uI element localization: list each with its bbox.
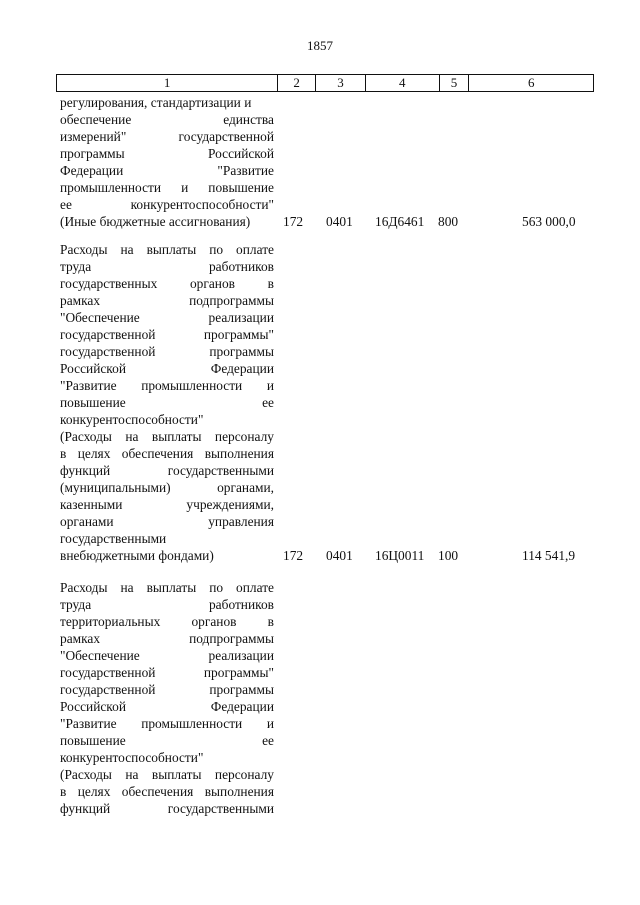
description-line: конкурентоспособности"	[60, 412, 204, 427]
cell-col4: 16Ц0011	[375, 548, 425, 563]
description-line: "Обеспечение реализации	[60, 310, 274, 325]
cell-col6: 563 000,0	[522, 214, 576, 229]
description-line: Федерации "Развитие	[60, 163, 274, 178]
description-line: внебюджетными фондами)	[60, 548, 214, 563]
description-line: казенными учреждениями,	[60, 497, 274, 512]
description-line: труда работников	[60, 597, 274, 612]
description-line: "Обеспечение реализации	[60, 648, 274, 663]
cell-col5: 100	[438, 548, 459, 563]
description-line: рамках подпрограммы	[60, 631, 274, 646]
cell-col3: 0401	[326, 214, 353, 229]
page-number: 1857	[307, 38, 333, 53]
description-line: государственной программы"	[60, 327, 274, 342]
cell-col2: 172	[283, 214, 304, 229]
cell-col2: 172	[283, 548, 304, 563]
description-line: (Расходы на выплаты персоналу	[60, 767, 274, 782]
column-header-2: 2	[278, 75, 316, 91]
description-line: государственной программы	[60, 344, 274, 359]
description-line: "Развитие промышленности и	[60, 716, 274, 731]
column-header-4: 4	[366, 75, 440, 91]
description-line: государственной программы"	[60, 665, 274, 680]
description-line: функций государственными	[60, 801, 274, 816]
column-header-3: 3	[316, 75, 366, 91]
description-line: обеспечение единства	[60, 112, 274, 127]
table-row-description	[60, 94, 274, 230]
description-line: государственной программы	[60, 682, 274, 697]
description-line: органами управления	[60, 514, 274, 529]
description-line: повышение ее	[60, 395, 274, 410]
cell-col4: 16Д6461	[375, 214, 425, 229]
description-line: промышленности и повышение	[60, 180, 274, 195]
table-row-description	[60, 579, 274, 817]
description-line: рамках подпрограммы	[60, 293, 274, 308]
description-line: (Расходы на выплаты персоналу	[60, 429, 274, 444]
description-line: повышение ее	[60, 733, 274, 748]
description-line: (Иные бюджетные ассигнования)	[60, 214, 251, 229]
description-line: измерений" государственной	[60, 129, 274, 144]
description-line: функций государственными	[60, 463, 274, 478]
description-line: Расходы на выплаты по оплате	[60, 580, 274, 595]
description-line: Расходы на выплаты по оплате	[60, 242, 274, 257]
column-header-6: 6	[527, 75, 535, 90]
description-line: государственных органов в	[60, 276, 274, 291]
table-header	[56, 74, 594, 92]
description-line: государственными	[60, 531, 167, 546]
description-line: (муниципальными) органами,	[60, 480, 274, 495]
description-line: ее конкурентоспособности"	[60, 197, 274, 212]
column-header-1: 1	[57, 75, 278, 91]
description-line: в целях обеспечения выполнения	[60, 784, 274, 799]
description-line: "Развитие промышленности и	[60, 378, 274, 393]
description-line: регулирования, стандартизации и	[60, 95, 252, 110]
cell-col6: 114 541,9	[522, 548, 576, 563]
description-line: труда работников	[60, 259, 274, 274]
description-line: конкурентоспособности"	[60, 750, 204, 765]
description-line: в целях обеспечения выполнения	[60, 446, 274, 461]
cell-col3: 0401	[326, 548, 353, 563]
description-line: программы Российской	[60, 146, 274, 161]
description-line: территориальных органов в	[60, 614, 274, 629]
description-line: Российской Федерации	[60, 699, 274, 714]
table-row-description	[60, 241, 274, 564]
cell-col5: 800	[438, 214, 459, 229]
column-header-5: 5	[440, 75, 470, 91]
description-line: Российской Федерации	[60, 361, 274, 376]
